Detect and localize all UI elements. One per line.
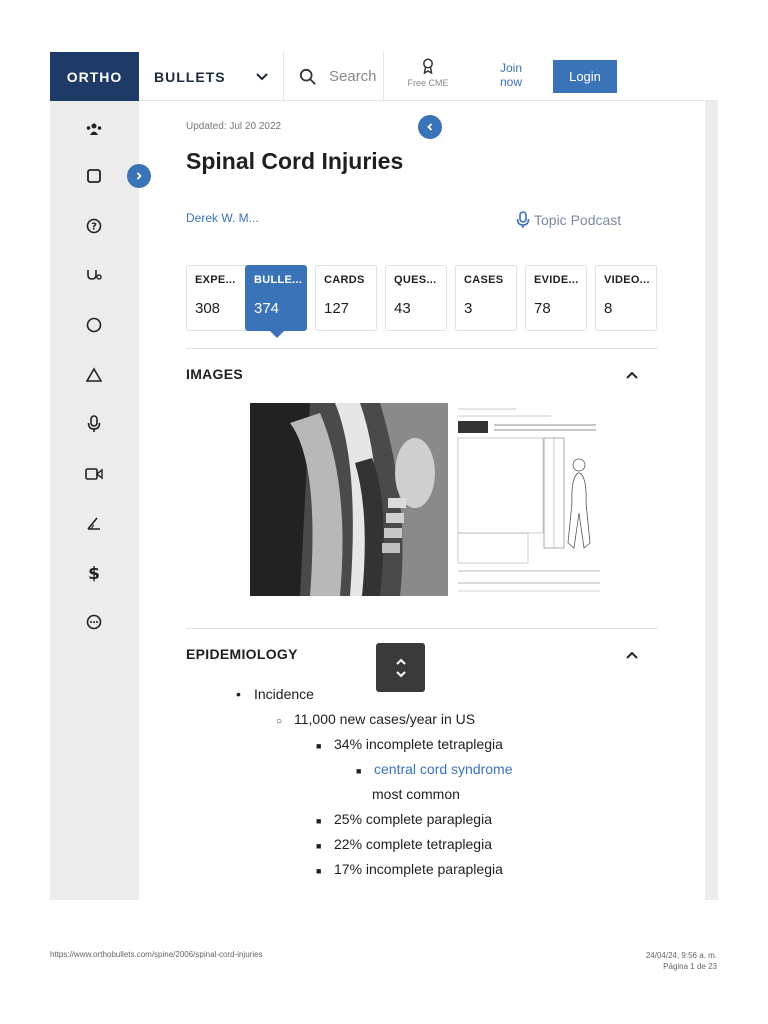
svg-text:$: $ [88,564,100,582]
list-item-text: Incidence [254,686,314,702]
tab-bullets[interactable] [245,265,307,331]
tab-label: EVIDE... [534,274,579,286]
chevron-up-icon[interactable] [624,367,640,383]
left-sidebar [50,101,139,900]
chevron-down-icon [252,66,272,86]
logo-bullets-label: BULLETS [154,68,226,85]
page-frame [50,52,718,900]
tab-count: 8 [604,300,613,317]
chevron-up-icon[interactable] [624,647,640,663]
list-item: ○ 11,000 new cases/year in US [276,711,476,727]
mri-image[interactable] [250,403,448,596]
tab-count: 127 [324,300,350,317]
tab-count: 308 [195,300,221,317]
list-item: ■ 25% complete paraplegia [316,811,492,827]
list-item: ■ central cord syndrome [356,761,513,777]
tab-expert[interactable] [186,265,248,331]
tab-evidence[interactable] [525,265,587,331]
tab-cases[interactable] [455,265,517,331]
stethoscope-icon[interactable] [84,266,104,286]
chevron-up-icon [394,657,408,667]
circle-icon[interactable] [84,315,104,335]
topic-podcast-button[interactable] [516,211,621,229]
search-icon [299,68,317,86]
list-item: ■ 34% incomplete tetraplegia [316,736,503,752]
more-icon[interactable] [84,612,104,632]
chevron-down-icon [394,669,408,679]
microphone-icon[interactable] [84,414,104,434]
list-item-text: 22% complete tetraplegia [334,836,492,852]
list-item: ■ 17% incomplete paraplegia [316,861,503,877]
login-button[interactable]: Login [553,60,617,93]
angle-icon[interactable] [84,513,104,533]
page-number: Página 1 de 23 [663,962,717,971]
tab-label: BULLE... [254,274,303,286]
topic-podcast-label: Topic Podcast [534,212,622,228]
video-icon[interactable] [84,464,104,484]
expand-sidebar-button[interactable] [127,164,151,188]
tab-count: 3 [464,300,473,317]
question-icon[interactable] [84,216,104,236]
community-icon[interactable] [84,119,104,139]
tab-count: 43 [394,300,411,317]
join-now-link[interactable]: Join now [499,61,522,89]
divider [186,348,658,349]
list-item-text: 34% incomplete tetraplegia [334,736,503,752]
square-icon[interactable] [84,166,104,186]
award-icon [421,58,435,74]
tab-label: VIDEO... [604,274,650,286]
page-url: https://www.orthobullets.com/spine/2006/spinal-cord-injuries [50,950,263,959]
tab-count: 374 [254,300,280,317]
tab-videos[interactable] [595,265,657,331]
triangle-icon[interactable] [84,365,104,385]
search-input[interactable] [284,52,384,101]
tab-count: 78 [534,300,551,317]
epidemiology-section-title[interactable]: EPIDEMIOLOGY [186,646,298,662]
list-item: ■ 22% complete tetraplegia [316,836,492,852]
content-tabs [186,265,658,331]
tab-cards[interactable] [315,265,377,331]
scroll-navigation-button[interactable] [376,643,425,692]
chevron-right-icon [134,171,144,181]
microphone-icon [516,211,530,229]
list-item: • Incidence [236,686,314,702]
tab-label: QUES... [394,274,437,286]
active-tab-pointer [270,331,284,338]
asia-classification-form-image[interactable] [456,403,602,596]
logo-bullets-menu[interactable] [139,52,284,101]
print-date: 24/04/24, 9:56 a. m. [645,951,717,960]
images-section-title[interactable]: IMAGES [186,366,244,382]
top-navbar [50,52,718,101]
tab-questions[interactable] [385,265,447,331]
free-cme-button[interactable] [402,58,454,98]
chevron-left-icon [425,122,435,132]
search-placeholder: Search [329,68,377,85]
collapse-panel-button[interactable] [418,115,442,139]
author-link[interactable]: Derek W. M... [186,211,259,225]
tab-label: CASES [464,274,504,286]
page-title: Spinal Cord Injuries [186,148,404,174]
tab-label: EXPE... [195,274,236,286]
updated-date: Updated: Jul 20 2022 [186,121,282,132]
print-info [560,950,717,972]
tab-label: CARDS [324,274,365,286]
svg-text:?: ? [91,221,97,233]
list-item-continuation: most common [372,786,460,802]
divider [186,628,658,629]
list-item-text: 17% incomplete paraplegia [334,861,503,877]
list-item-text: 25% complete paraplegia [334,811,492,827]
dollar-icon[interactable] [84,563,104,583]
logo-ortho[interactable]: ORTHO [50,52,139,101]
central-cord-syndrome-link[interactable]: central cord syndrome [374,761,513,777]
free-cme-label: Free CME [407,78,449,88]
list-item-text: 11,000 new cases/year in US [294,711,476,727]
